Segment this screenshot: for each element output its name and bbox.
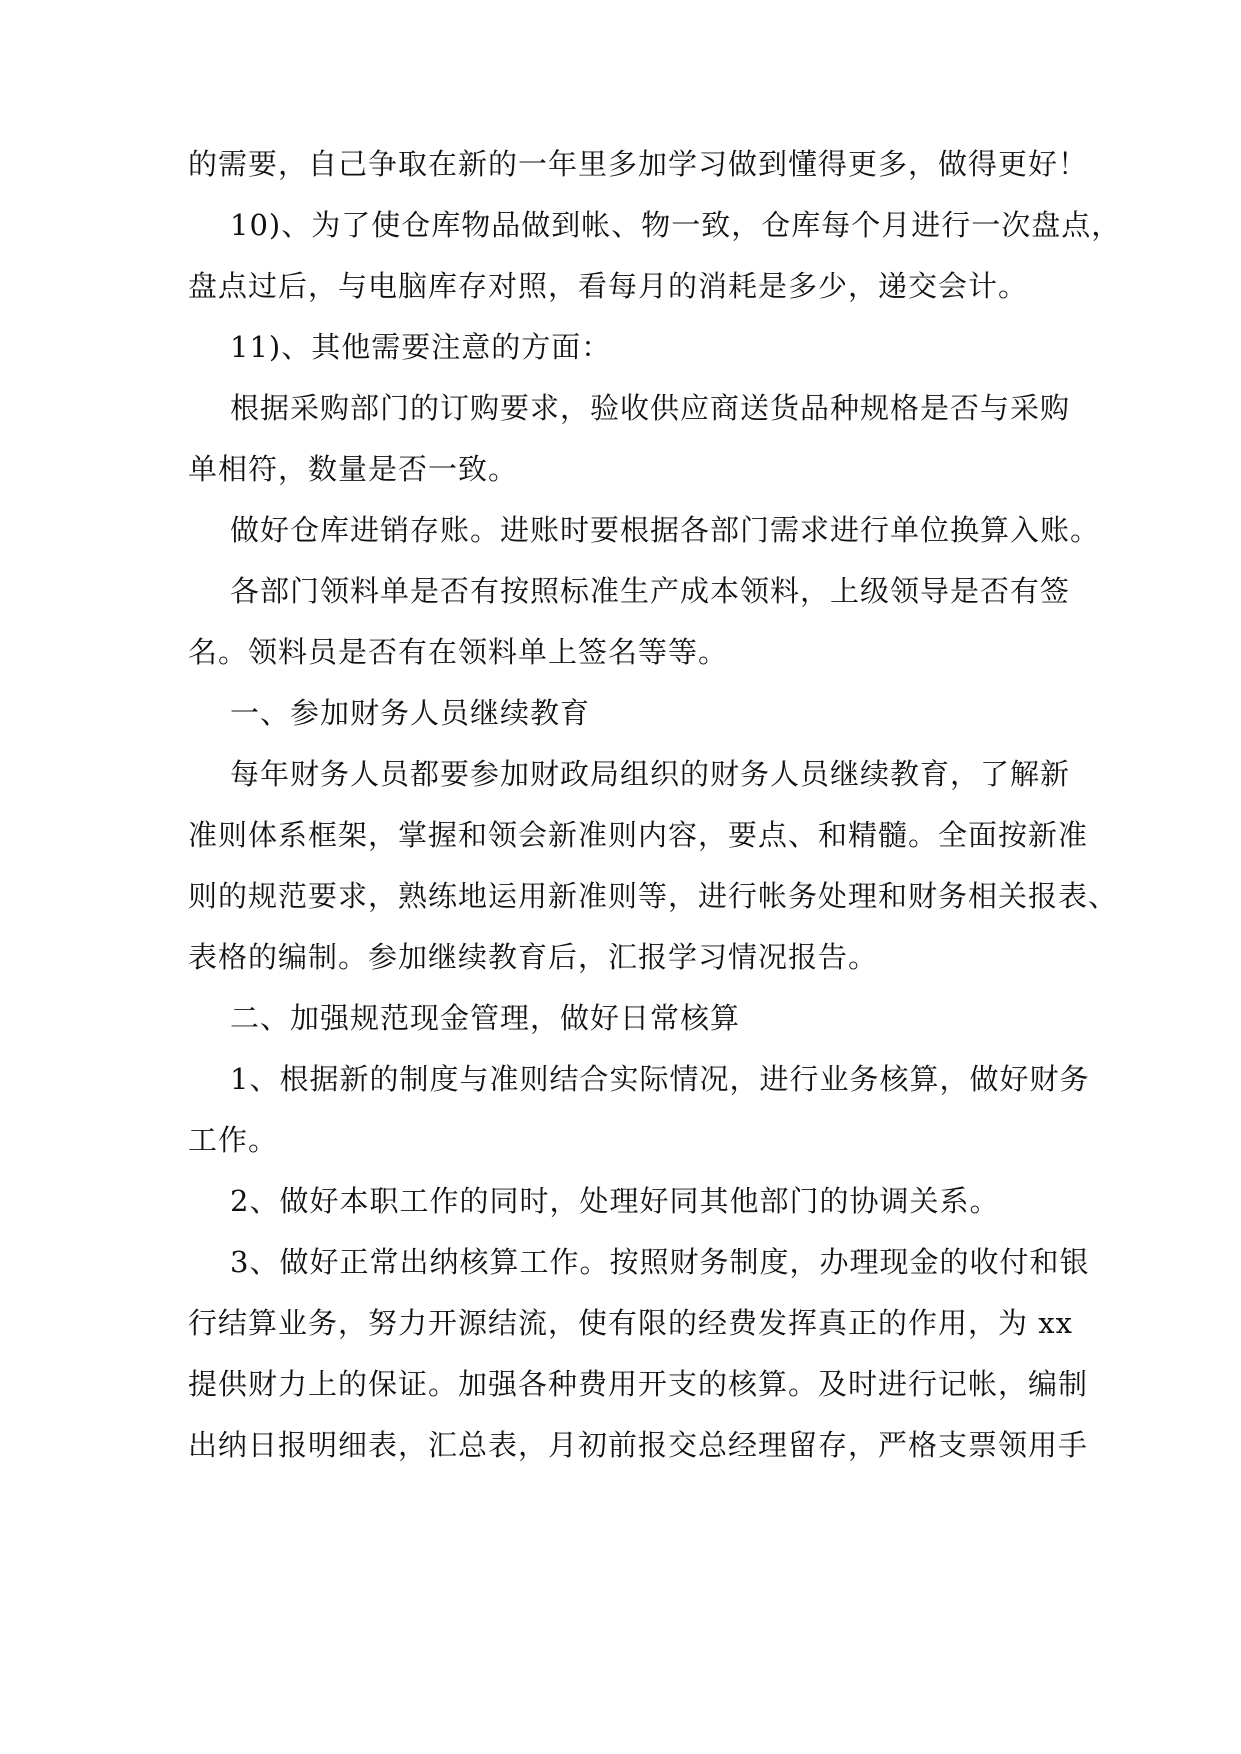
text-line: 1、根据新的制度与准则结合实际情况，进行业务核算，做好财务 [230, 1062, 1090, 1096]
text-line: 每年财务人员都要参加财政局组织的财务人员继续教育，了解新 [230, 757, 1071, 791]
text-line: 行结算业务，努力开源结流，使有限的经费发挥真正的作用，为 xx [188, 1306, 1073, 1340]
section-heading: 一、参加财务人员继续教育 [230, 696, 591, 730]
text-line: 3、做好正常出纳核算工作。按照财务制度，办理现金的收付和银 [230, 1245, 1090, 1279]
text-line: 提供财力上的保证。加强各种费用开支的核算。及时进行记帐，编制 [188, 1367, 1089, 1401]
text-line: 根据采购部门的订购要求，验收供应商送货品种规格是否与采购 [230, 391, 1071, 425]
text-line: 名。领料员是否有在领料单上签名等等。 [188, 635, 729, 669]
text-line: 11)、其他需要注意的方面： [230, 330, 612, 364]
text-line: 出纳日报明细表，汇总表，月初前报交总经理留存，严格支票领用手 [188, 1428, 1089, 1462]
text-line: 的需要，自己争取在新的一年里多加学习做到懂得更多，做得更好！ [188, 147, 1089, 181]
text-line: 做好仓库进销存账。进账时要根据各部门需求进行单位换算入账。 [230, 513, 1101, 547]
text-line: 盘点过后，与电脑库存对照，看每月的消耗是多少，递交会计。 [188, 269, 1029, 303]
text-line: 10)、为了使仓库物品做到帐、物一致，仓库每个月进行一次盘点， [230, 208, 1122, 242]
text-line: 2、做好本职工作的同时，处理好同其他部门的协调关系。 [230, 1184, 1000, 1218]
text-line: 表格的编制。参加继续教育后，汇报学习情况报告。 [188, 940, 879, 974]
text-line: 则的规范要求，熟练地运用新准则等，进行帐务处理和财务相关报表、 [188, 879, 1119, 913]
text-line: 各部门领料单是否有按照标准生产成本领料，上级领导是否有签 [230, 574, 1071, 608]
text-line: 工作。 [188, 1123, 279, 1157]
text-line: 单相符，数量是否一致。 [188, 452, 519, 486]
text-line: 准则体系框架，掌握和领会新准则内容，要点、和精髓。全面按新准 [188, 818, 1089, 852]
section-heading: 二、加强规范现金管理，做好日常核算 [230, 1001, 741, 1035]
